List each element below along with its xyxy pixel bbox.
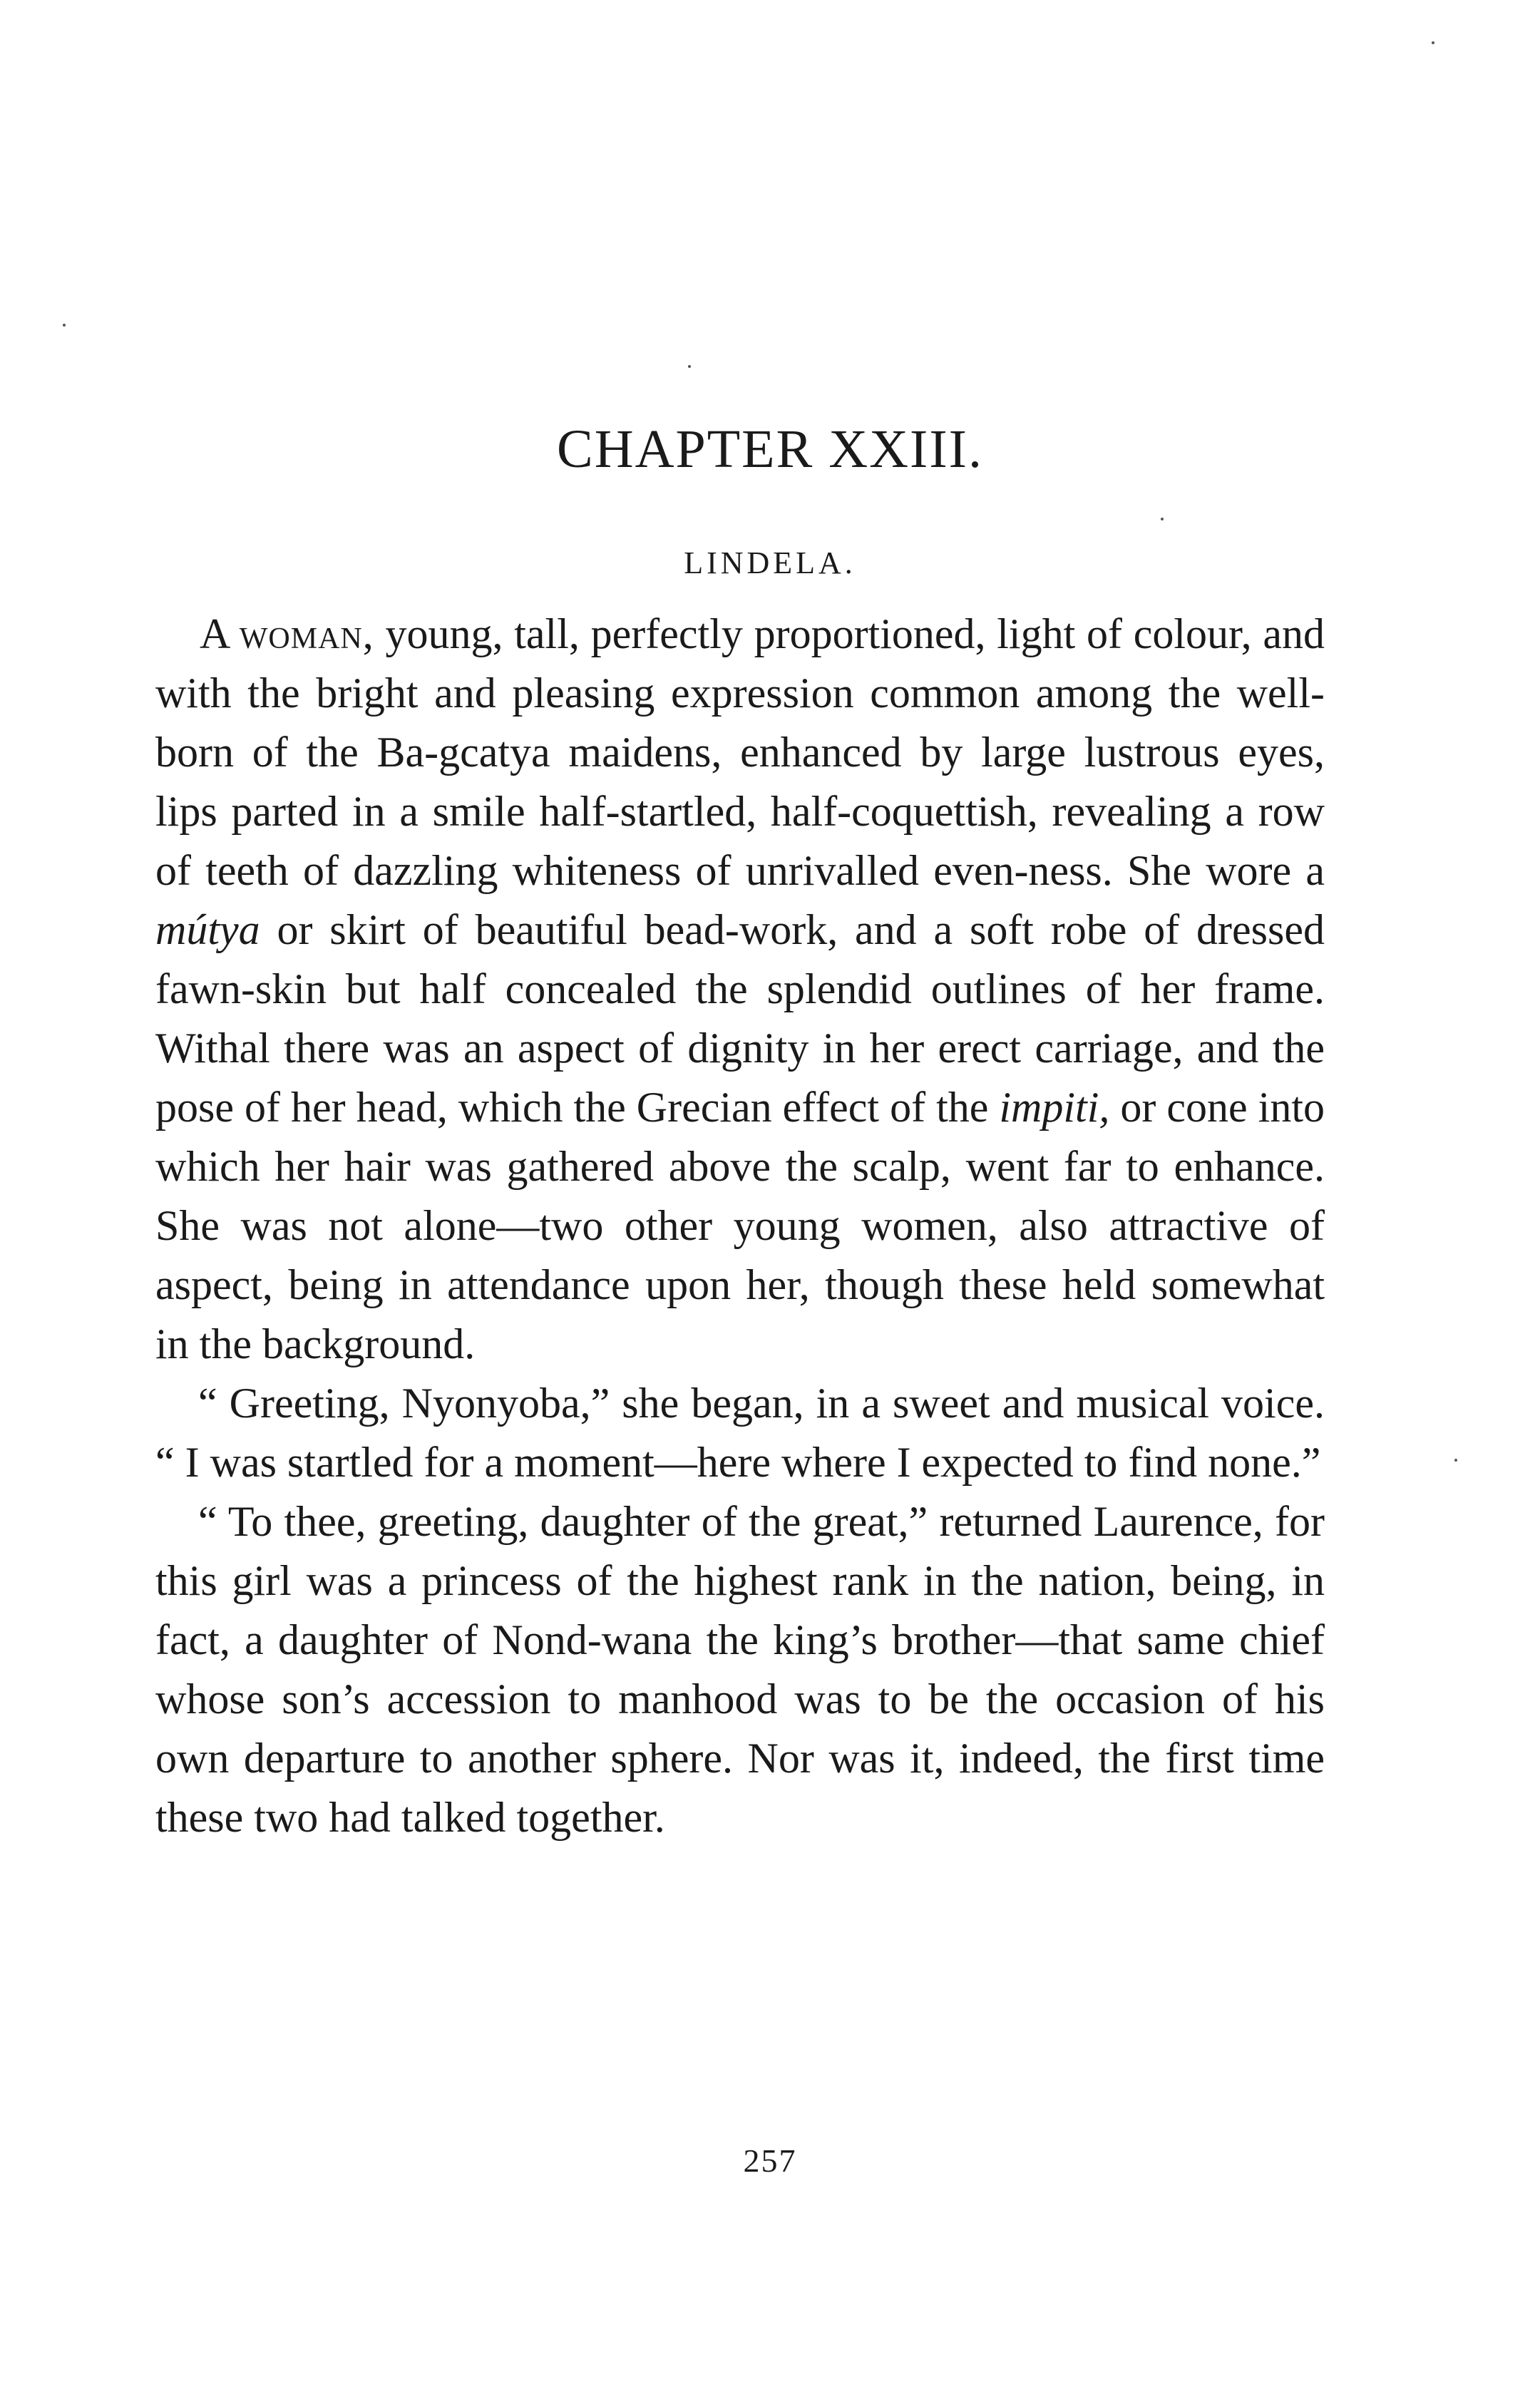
scan-speck — [688, 365, 691, 368]
page-number: 257 — [743, 2142, 797, 2179]
chapter-body — [155, 605, 1325, 1847]
scan-speck — [63, 324, 66, 327]
paragraph-3: “ To thee, greeting, daughter of the great,” returned Laurence, for this girl was a princess of the highest rank in the nation, being, in fact, a daughter of Nond-wana the king’s brother—that same chief whose son’s accession to manhood was to be the occasion of his own departure to another sphere. Nor was it, indeed, the first time these two had talked together. — [155, 1498, 1325, 1841]
scan-speck — [1161, 518, 1164, 520]
paragraph-2: “ Greeting, Nyonyoba,” she began, in a sweet and musical voice. “ I was startled for a moment—here where I expected to find none.” — [155, 1380, 1325, 1486]
chapter-subtitle: LINDELA. — [684, 545, 856, 580]
scan-speck — [1454, 1459, 1457, 1462]
chapter-title: CHAPTER XXIII. — [557, 419, 983, 479]
paragraph-1-text-b: or skirt of beautiful bead-work, and a soft robe of dressed fawn-skin but half concealed the splendid outlines of her frame. Withal there was an aspect of dignity in her erect carriage, and the pose of her head, which the Grecian effect of the — [155, 906, 1325, 1131]
lead-initial: A — [200, 610, 229, 657]
paragraph-1-text-c: or cone into which her hair was gathered above the scalp, went far to enhance. She was not alone—two other young women, also attractive of aspect, being in attendance upon her, though these held somewhat in the background. — [155, 1084, 1325, 1367]
scan-speck — [1432, 41, 1434, 44]
italic-impiti: impiti, — [999, 1084, 1110, 1131]
paragraph-1-text-a: young, tall, perfectly proportioned, light of colour, and with the bright and pleasing expression common among the well-born of the Ba-gcatya maidens, enhanced by large lustrous eyes, lips parted in a smile half-startled, half-coquettish, revealing a row of teeth of dazzling whiteness of unrivalled even-ness. She wore a — [155, 610, 1325, 894]
paragraph-1 — [155, 605, 1325, 1374]
italic-mutya: mútya — [155, 906, 260, 953]
lead-smallcaps: woman, — [239, 610, 374, 657]
